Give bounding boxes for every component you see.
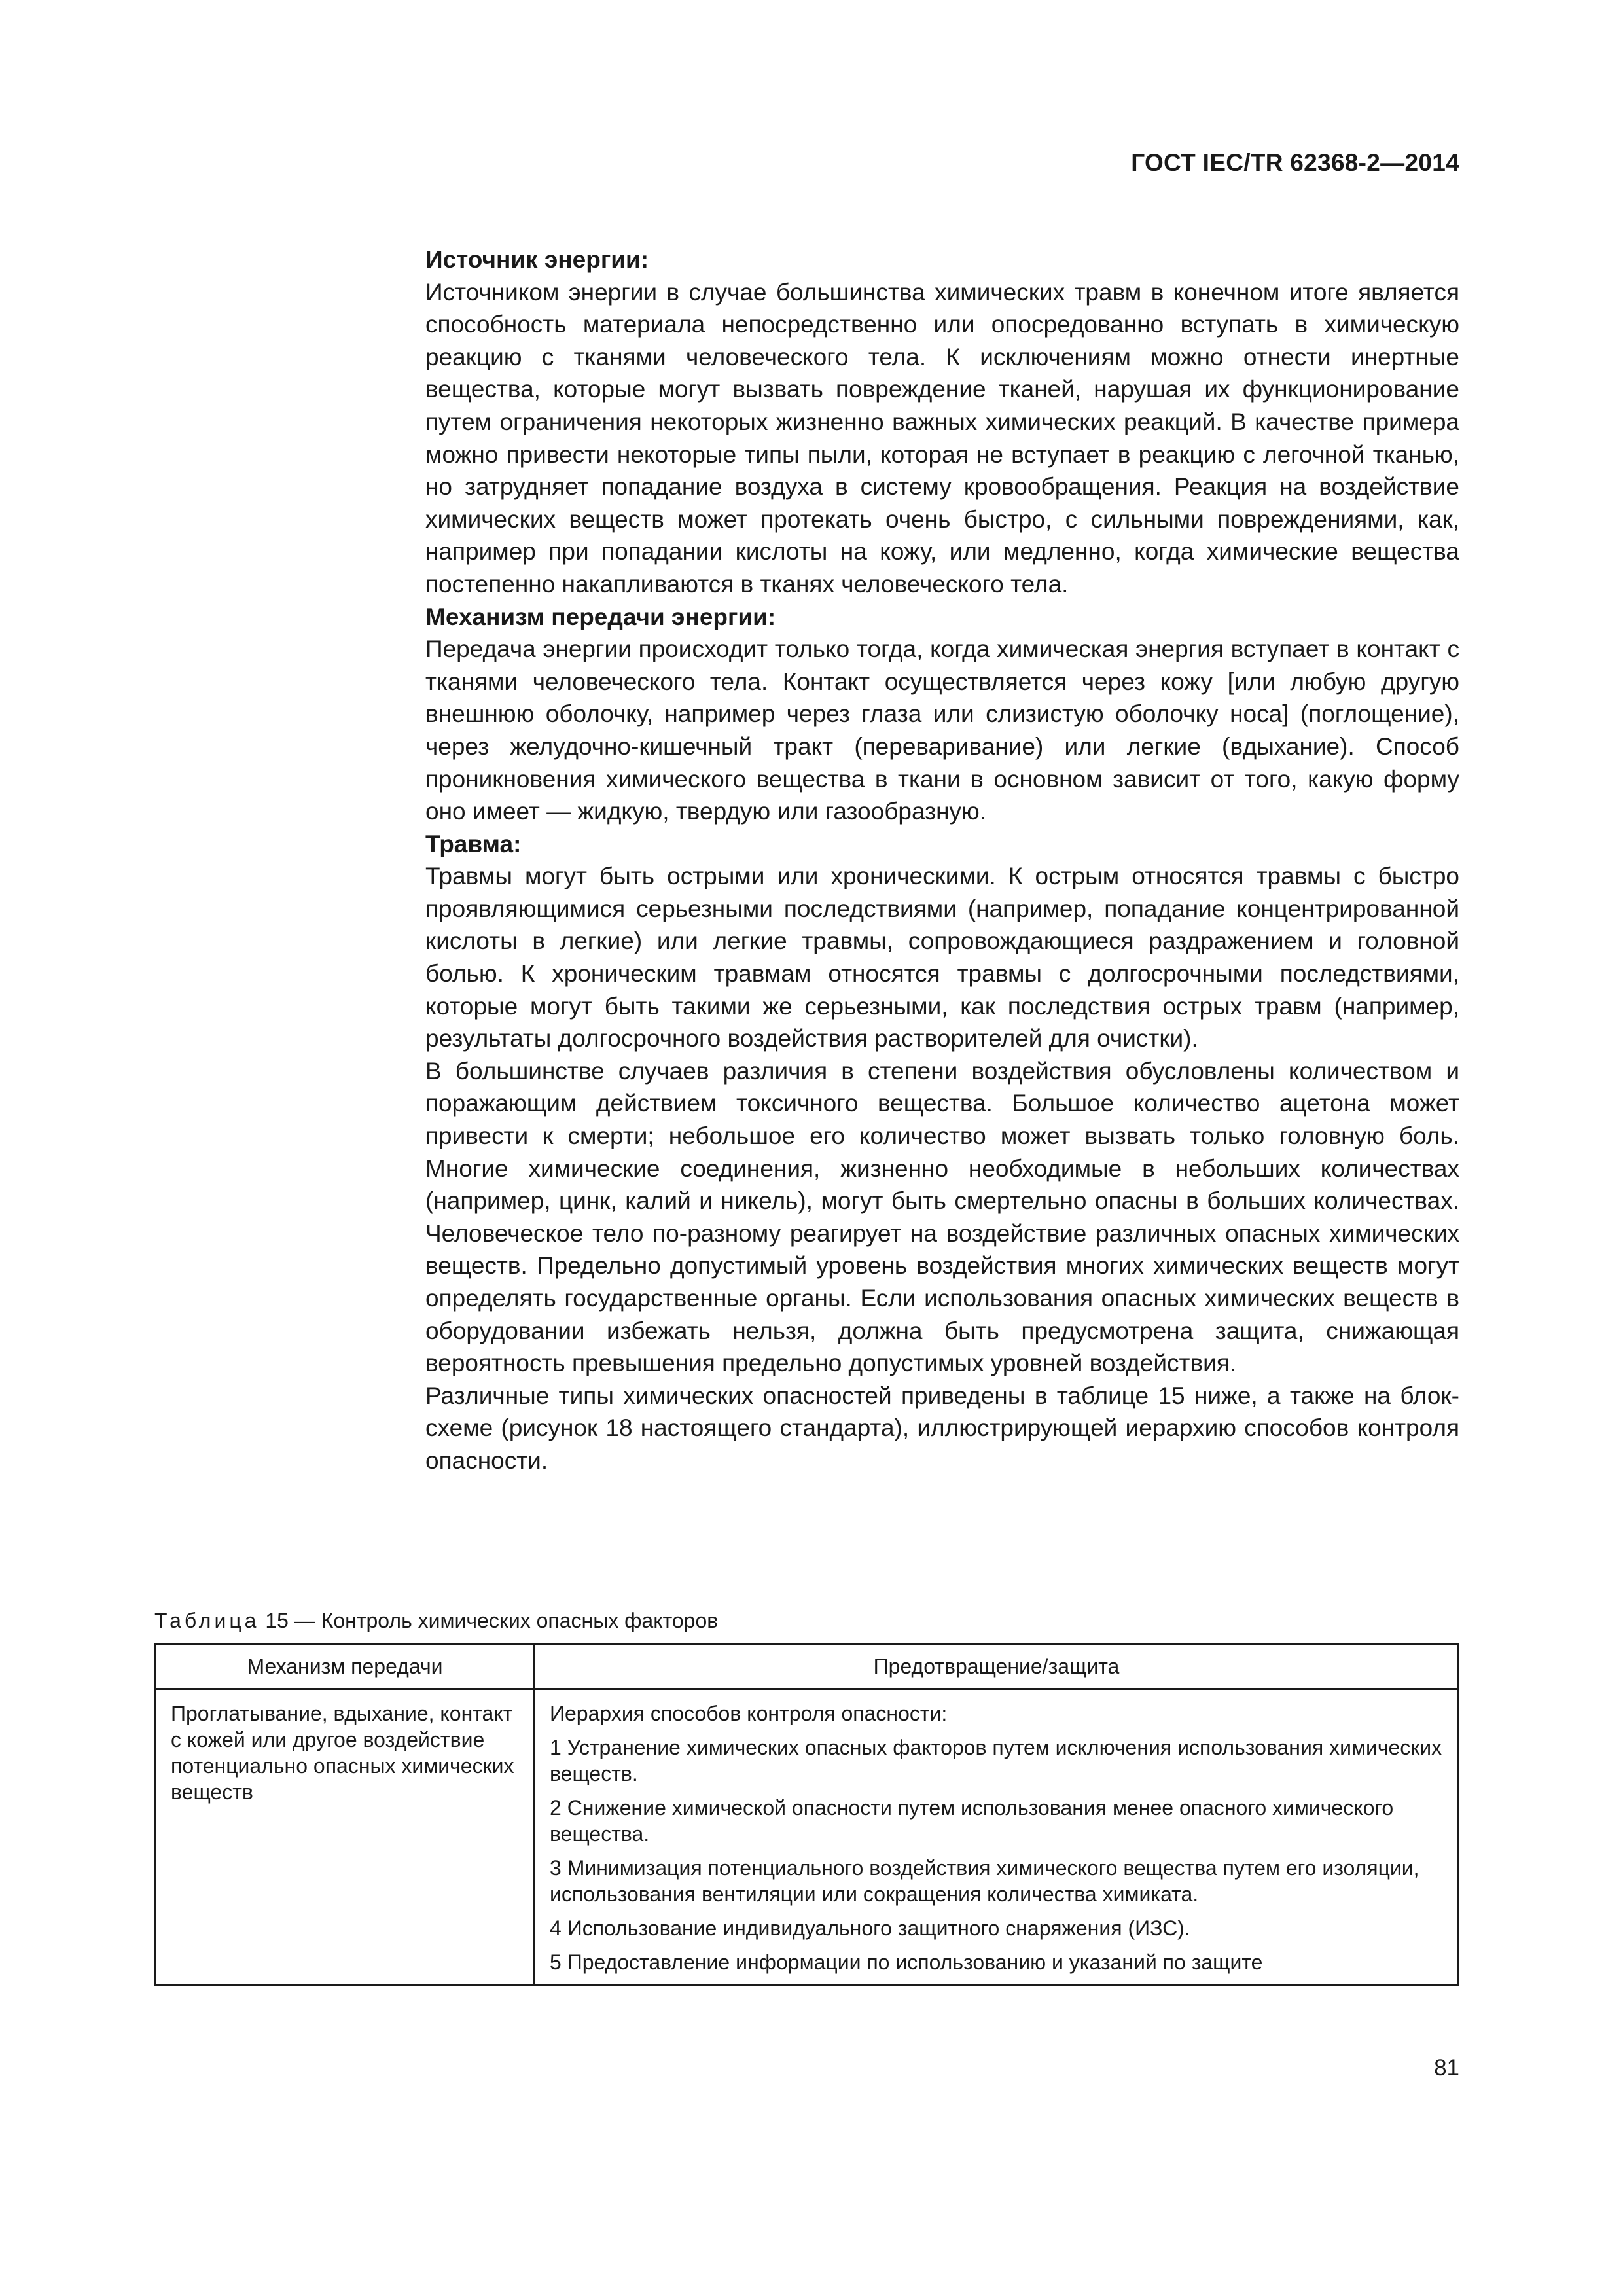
paragraph-table-reference: Различные типы химических опасностей приведены в таблице 15 ниже, а также на блок-схеме (рисунок 18 настоящего стандарта), иллюстрирующей иерархию способов контроля опасности. (425, 1382, 1459, 1474)
header-transfer-mechanism: Механизм передачи (156, 1644, 535, 1689)
table-caption (154, 1609, 718, 1633)
section-heading-transfer-mechanism: Механизм передачи энергии: (425, 603, 776, 630)
control-step-3: 3 Минимизация потенциального воздействия химического вещества путем его изоляции, использования вентиляции или сокращения количества химиката. (550, 1856, 1419, 1906)
paragraph-transfer-mechanism: Передача энергии происходит только тогда, когда химическая энергия вступает в контакт с тканями человеческого тела. Контакт осуществляется через кожу [или любую другую внешнюю оболочку, например через глаза или слизистую оболочку носа] (поглощение), через желудочно-кишечный тракт (переваривание) или легкие (вдыхание). Способ проникновения химического вещества в ткани в основном зависит от того, какую форму оно имеет — жидкую, твердую или газообразную. (425, 636, 1459, 825)
page-number: 81 (1434, 2055, 1459, 2081)
chemical-hazards-table (154, 1643, 1459, 1986)
cell-prevention-protection (535, 1689, 1459, 1986)
paragraph-energy-source: Источником энергии в случае большинства химических травм в конечном итоге является способность материала непосредственно или опосредованно вступать в химическую реакцию с тканями человеческого тела. К исключениям можно отнести инертные вещества, которые могут вызвать повреждение тканей, нарушая их функционирование путем ограничения некоторых жизненно важных химических реакций. В качестве примера можно привести некоторые типы пыли, которая не вступает в реакцию с легочной тканью, но затрудняет попадание воздуха в систему кровообращения. Реакция на воздействие химических веществ может протекать очень быстро, с сильными повреждениями, как, например при попадании кислоты на кожу, или медленно, когда химические вещества постепенно накапливаются в тканях человеческого тела. (425, 278, 1459, 598)
control-step-5: 5 Предоставление информации по использованию и указаний по защите (550, 1950, 1263, 1974)
table-header-row (156, 1644, 1459, 1689)
paragraph-exposure-degree: В большинстве случаев различия в степени воздействия обусловлены количеством и поражающим действием токсичного вещества. Большое количество ацетона может привести к смерти; небольшое его количество может вызвать только головную боль. Многие химические соединения, жизненно необходимые в небольших количествах (например, цинк, калий и никель), могут быть смертельно опасны в больших количествах. Человеческое тело по-разному реагирует на воздействие различных опасных химических веществ. Предельно допустимый уровень воздействия многих химических веществ могут определять государственные органы. Если использования опасных химических веществ в оборудовании избежать нельзя, должна быть предусмотрена защита, снижающая вероятность превышения предельно допустимых уровней воздействия. (425, 1057, 1459, 1377)
paragraph-injury-types: Травмы могут быть острыми или хроническими. К острым относятся травмы с быстро проявляющимися серьезными последствиями (например, попадание концентрированной кислоты в легкие) или легкие травмы, сопровождающиеся раздражением и головной болью. К хроническим травмам относятся травмы с долгосрочными последствиями, которые могут быть такими же серьезными, как последствия острых травм (например, результаты долгосрочного воздействия растворителей для очистки). (425, 863, 1459, 1052)
document-code-header: ГОСТ IEC/TR 62368-2—2014 (1131, 149, 1459, 176)
table-caption-title: 15 — Контроль химических опасных факторов (259, 1609, 719, 1632)
control-step-2: 2 Снижение химической опасности путем использования менее опасного химического вещества. (550, 1796, 1394, 1846)
table-row (156, 1689, 1459, 1986)
control-step-4: 4 Использование индивидуального защитного снаряжения (ИЗС). (550, 1916, 1190, 1940)
section-heading-injury: Травма: (425, 830, 522, 857)
control-hierarchy-title: Иерархия способов контроля опасности: (550, 1702, 948, 1725)
section-heading-energy-source: Источник энергии: (425, 246, 649, 273)
table-caption-word: Таблица (154, 1609, 260, 1632)
control-step-1: 1 Устранение химических опасных факторов путем исключения использования химических веществ. (550, 1736, 1442, 1785)
cell-transfer-mechanism: Проглатывание, вдыхание, контакт с кожей или другое воздействие потенциально опасных химических веществ (156, 1689, 535, 1986)
main-text-column (425, 243, 1459, 1477)
header-prevention-protection: Предотвращение/защита (535, 1644, 1459, 1689)
